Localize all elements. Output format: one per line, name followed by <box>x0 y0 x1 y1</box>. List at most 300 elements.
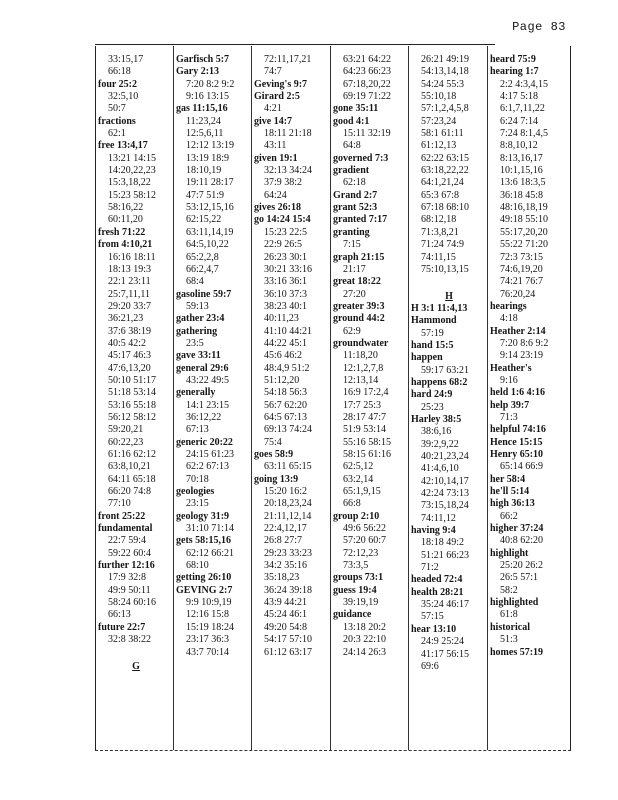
index-term: guidance <box>333 609 372 621</box>
index-page-refs: 64:23 66:23 <box>343 66 392 78</box>
index-page-refs: 49:9 50:11 <box>108 584 151 596</box>
index-page-refs: 57:23,24 <box>421 115 457 127</box>
index-page-refs: 18:10,19 <box>186 165 222 177</box>
index-page-refs: 62:5,12 <box>343 461 374 473</box>
index-page-refs: 31:10 71:14 <box>186 523 235 535</box>
index-page-refs: 20:18,23,24 <box>264 498 312 510</box>
index-page-refs: 62:15,22 <box>186 214 222 226</box>
index-page-refs: 64:1,21,24 <box>421 177 464 189</box>
index-page-refs: 71:3 <box>500 411 518 423</box>
index-term: help 39:7 <box>490 399 530 411</box>
index-term: H 3:1 11:4,13 <box>411 302 468 314</box>
index-term: gives 26:18 <box>254 202 301 214</box>
index-page-refs: 11:18,20 <box>343 350 378 362</box>
index-page-refs: 57:19 <box>421 327 444 339</box>
index-page-refs: 18:11 21:18 <box>264 128 312 140</box>
index-term: Hence 15:15 <box>490 436 543 448</box>
index-page-refs: 53:12,15,16 <box>186 202 234 214</box>
index-page-refs: 73:15,18,24 <box>421 500 469 512</box>
index-page-refs: 51:12,20 <box>264 374 300 386</box>
index-page-refs: 75:4 <box>264 436 282 448</box>
index-page-refs: 71:3,8,21 <box>421 226 459 238</box>
index-column-5 <box>411 54 487 673</box>
index-page-refs: 59:17 63:21 <box>421 364 470 376</box>
index-term: hear 13:10 <box>411 623 457 635</box>
index-page-refs: 37:9 38:2 <box>264 177 303 189</box>
index-page-refs: 21:17 <box>343 263 366 275</box>
index-term: gave 33:11 <box>176 350 221 362</box>
index-page-refs: 65:3 67:8 <box>421 189 460 201</box>
index-term: he'll 5:14 <box>490 486 530 498</box>
index-page-refs: 73:3,5 <box>343 560 369 572</box>
index-page-refs: 62:1 <box>108 128 126 140</box>
index-page-refs: 49:6 56:22 <box>343 523 387 535</box>
index-term: highlight <box>490 547 529 559</box>
index-term: Garfisch 5:7 <box>176 54 230 65</box>
index-page-refs: 68:12,18 <box>421 214 457 226</box>
index-term: give 14:7 <box>254 115 293 127</box>
index-term: four 25:2 <box>98 78 137 90</box>
index-page-refs: 7:15 <box>343 239 361 251</box>
index-page-refs: 40:21,23,24 <box>421 451 469 462</box>
index-term: good 4:1 <box>333 115 370 127</box>
index-page-refs: 36:21,23 <box>108 313 144 325</box>
index-page-refs: 44:22 45:1 <box>264 337 308 349</box>
index-page-refs: 63:2,14 <box>343 473 374 485</box>
index-page-refs: 35:18,23 <box>264 572 300 584</box>
index-page-refs: 24:9 25:24 <box>421 636 465 648</box>
index-page-refs: 68:10 <box>186 560 209 572</box>
index-page-refs: 12:5,6,11 <box>186 128 224 140</box>
index-page-refs: 57:15 <box>421 611 444 623</box>
index-page-refs: 58:2 <box>500 584 518 596</box>
index-page-refs: 36:10 37:3 <box>264 288 308 300</box>
index-term: greater 39:3 <box>333 300 385 312</box>
bottom-rule <box>95 750 571 751</box>
index-page-refs: 43:7 70:14 <box>186 646 230 658</box>
index-page-refs: 37:6 38:19 <box>108 325 152 337</box>
index-term: hearing 1:7 <box>490 66 539 78</box>
index-page-refs: 63:8,10,21 <box>108 461 151 473</box>
index-page-refs: 23:15 <box>186 498 209 510</box>
index-page-refs: 8:8,10,12 <box>500 140 538 152</box>
index-page-refs: 7:20 8:2 9:2 <box>186 78 235 90</box>
index-term: held 1:6 4:16 <box>490 387 545 399</box>
index-page-refs: 62:2 67:13 <box>186 461 230 473</box>
index-page-refs: 19:11 28:17 <box>186 177 234 189</box>
index-term: Harley 38:5 <box>411 413 462 425</box>
index-term: goes 58:9 <box>254 449 294 460</box>
index-term: GEVING 2:7 <box>176 584 233 596</box>
index-page-refs: 12:16 15:8 <box>186 609 230 621</box>
index-page-refs: 39:2,9,22 <box>421 438 459 450</box>
index-term: getting 26:10 <box>176 572 232 584</box>
index-page-refs: 74:7 <box>264 66 282 78</box>
index-spacer <box>411 276 487 288</box>
index-page-refs: 55:17,20,20 <box>500 226 548 238</box>
index-term: general 29:6 <box>176 362 229 374</box>
index-page-refs: 49:18 55:10 <box>500 214 549 226</box>
index-term: happen <box>411 352 443 364</box>
index-page-refs: 62:18 <box>343 177 366 189</box>
index-page-refs: 48:4,9 51:2 <box>264 362 310 374</box>
index-page-refs: 40:11,23 <box>264 313 299 325</box>
index-page-refs: 41:17 56:15 <box>421 648 470 660</box>
column-divider <box>330 46 331 750</box>
index-page-refs: 17:9 32:8 <box>108 572 147 584</box>
index-page-refs: 10:1,15,16 <box>500 165 543 177</box>
index-page-refs: 71:2 <box>421 562 439 574</box>
index-term: gradient <box>333 165 370 177</box>
index-page-refs: 64:11 65:18 <box>108 473 156 485</box>
index-page-refs: 27:20 <box>343 288 366 300</box>
index-page-refs: 12:13,14 <box>343 374 379 386</box>
index-term: gathering <box>176 325 218 337</box>
index-page-refs: 49:20 54:8 <box>264 621 308 633</box>
index-term: Heather's <box>490 362 532 374</box>
index-page-refs: 11:23,24 <box>186 115 221 127</box>
index-page-refs: 32:5,10 <box>108 91 139 103</box>
index-page-refs: 57:20 60:7 <box>343 535 387 547</box>
index-page-refs: 26:5 57:1 <box>500 572 539 584</box>
index-page-refs: 66:8 <box>343 498 361 510</box>
index-page-refs: 61:12,13 <box>421 140 457 152</box>
index-page-refs: 28:17 47:7 <box>343 411 387 423</box>
index-page-refs: 15:23 58:12 <box>108 189 157 201</box>
index-page-refs: 22:9 26:5 <box>264 239 303 251</box>
index-spacer <box>98 647 174 659</box>
index-page-refs: 7:24 8:1,4,5 <box>500 128 549 140</box>
index-page-refs: 77:10 <box>108 498 131 510</box>
index-page-refs: 65:2,2,8 <box>186 251 219 263</box>
index-page-refs: 15:11 32:19 <box>343 128 391 140</box>
index-term: high 36:13 <box>490 498 535 510</box>
index-term: gather 23:4 <box>176 313 225 325</box>
index-page-refs: 66:20 74:8 <box>108 486 152 498</box>
index-page-refs: 45:6 46:2 <box>264 350 303 362</box>
index-page-refs: 4:18 <box>500 313 518 325</box>
index-page-refs: 25:7,11,11 <box>108 288 151 300</box>
index-page-refs: 51:9 53:14 <box>343 424 387 436</box>
index-page-refs: 26:8 27:7 <box>264 535 303 547</box>
index-term: heard 75:9 <box>490 54 536 65</box>
index-page-refs: 15:20 16:2 <box>264 486 308 498</box>
index-page-refs: 64:8 <box>343 140 361 152</box>
index-page-refs: 66:18 <box>108 66 131 78</box>
index-page-refs: 66:2,4,7 <box>186 263 219 275</box>
index-page-refs: 23:5 <box>186 337 204 349</box>
index-term: Geving's 9:7 <box>254 78 308 90</box>
index-page-refs: 54:17 57:10 <box>264 634 313 646</box>
index-page-refs: 62:9 <box>343 325 361 337</box>
index-page-refs: 55:16 58:15 <box>343 436 392 448</box>
index-term: gone 35:11 <box>333 103 379 115</box>
index-term: geology 31:9 <box>176 510 230 522</box>
index-page-refs: 4:17 5:18 <box>500 91 539 103</box>
index-page-refs: 26:21 49:19 <box>421 54 470 65</box>
index-term: gasoline 59:7 <box>176 288 232 300</box>
index-term: hearings <box>490 300 527 312</box>
column-divider <box>487 46 488 750</box>
index-page-refs: 59:13 <box>186 300 209 312</box>
index-term: having 9:4 <box>411 525 456 537</box>
index-page-refs: 22:7 59:4 <box>108 535 147 547</box>
index-page-refs: 63:11,14,19 <box>186 226 234 238</box>
index-page-refs: 65:14 66:9 <box>500 461 544 473</box>
index-term: from 4:10,21 <box>98 239 153 251</box>
index-page-refs: 45:17 46:3 <box>108 350 152 362</box>
index-page-refs: 34:2 35:16 <box>264 560 308 572</box>
index-page-refs: 2:2 4:3,4,15 <box>500 78 549 90</box>
index-term: further 12:16 <box>98 560 155 572</box>
index-page-refs: 15:23 22:5 <box>264 226 308 238</box>
index-page-refs: 64:24 <box>264 189 287 201</box>
index-page-refs: 65:1,9,15 <box>343 486 381 498</box>
index-page-refs: 56:12 58:12 <box>108 411 157 423</box>
index-page-refs: 22:1 23:11 <box>108 276 151 288</box>
index-page-refs: 54:13,14,18 <box>421 66 469 78</box>
index-page-refs: 18:13 19:3 <box>108 263 152 275</box>
index-page-refs: 14:20,22,23 <box>108 165 156 177</box>
index-term: Gary 2:13 <box>176 66 220 78</box>
index-term: health 28:21 <box>411 586 464 598</box>
index-page-refs: 63:11 65:15 <box>264 461 312 473</box>
index-page-refs: 72:12,23 <box>343 547 379 559</box>
index-term: going 13:9 <box>254 473 299 485</box>
index-term: happens 68:2 <box>411 376 468 388</box>
index-page-refs: 12:12 13:19 <box>186 140 235 152</box>
index-term: headed 72:4 <box>411 574 463 586</box>
index-term: hand 15:5 <box>411 339 454 351</box>
index-term: given 19:1 <box>254 152 298 164</box>
index-term: governed 7:3 <box>333 152 389 164</box>
index-page-refs: 35:24 46:17 <box>421 599 470 611</box>
index-page-refs: 67:18,20,22 <box>343 78 391 90</box>
index-page-refs: 61:8 <box>500 609 518 621</box>
index-term: free 13:4,17 <box>98 140 148 152</box>
index-term: grant 52:3 <box>333 202 378 214</box>
index-page-refs: 74:6,19,20 <box>500 263 543 275</box>
index-term: Henry 65:10 <box>490 449 544 460</box>
index-page-refs: 62:22 63:15 <box>421 152 470 164</box>
index-term: gas 11:15,16 <box>176 103 228 115</box>
index-page-refs: 15:3,18,22 <box>108 177 151 189</box>
index-section-letter: H <box>445 290 453 302</box>
index-page-refs: 40:8 62:20 <box>500 535 544 547</box>
index-page-refs: 58:16,22 <box>108 202 144 214</box>
index-page-refs: 58:1 61:11 <box>421 128 464 140</box>
index-page-refs: 69:19 71:22 <box>343 91 392 103</box>
index-page-refs: 13:6 18:3,5 <box>500 177 546 189</box>
index-term: hard 24:9 <box>411 389 453 401</box>
index-page-refs: 72:3 73:15 <box>500 251 544 263</box>
index-page-refs: 14:1 23:15 <box>186 399 230 411</box>
index-page-refs: 38:23 40:1 <box>264 300 308 312</box>
index-column-1 <box>98 54 174 673</box>
index-term: great 18:22 <box>333 276 381 288</box>
index-page-refs: 66:13 <box>108 609 131 621</box>
index-page-refs: 48:16,18,19 <box>500 202 548 214</box>
index-page-refs: 69:13 74:24 <box>264 424 313 436</box>
top-rule <box>95 44 495 45</box>
index-page-refs: 61:12 63:17 <box>264 646 313 658</box>
index-page-refs: 9:16 <box>500 374 518 386</box>
index-page-refs: 29:23 33:23 <box>264 547 313 559</box>
index-page-refs: 40:5 42:2 <box>108 337 147 349</box>
index-page-refs: 9:14 23:19 <box>500 350 544 362</box>
index-term: gets 58:15,16 <box>176 535 231 547</box>
index-page-refs: 57:1,2,4,5,8 <box>421 103 469 115</box>
index-page-refs: 42:24 73:13 <box>421 488 470 500</box>
index-page-refs: 13:18 20:2 <box>343 621 387 633</box>
index-page-refs: 53:16 55:18 <box>108 399 157 411</box>
index-term: future 22:7 <box>98 621 146 633</box>
index-term: generally <box>176 387 216 399</box>
index-page-refs: 29:20 33:7 <box>108 300 152 312</box>
index-column-6 <box>490 54 566 659</box>
index-page-refs: 74:11,15 <box>421 251 456 263</box>
index-page-refs: 54:24 55:3 <box>421 78 465 90</box>
index-page-refs: 67:18 68:10 <box>421 202 470 214</box>
index-term: granting <box>333 226 370 238</box>
index-term: higher 37:24 <box>490 523 544 535</box>
index-page-refs: 70:18 <box>186 473 209 485</box>
index-page-refs: 72:11,17,21 <box>264 54 312 65</box>
index-page-refs: 25:20 26:2 <box>500 560 544 572</box>
index-term: Heather 2:14 <box>490 325 546 337</box>
index-term: fresh 71:22 <box>98 226 146 238</box>
index-term: Girard 2:5 <box>254 91 300 103</box>
index-term: front 25:22 <box>98 510 146 522</box>
index-page-refs: 8:13,16,17 <box>500 152 543 164</box>
index-page-refs: 16:16 18:11 <box>108 251 156 263</box>
index-page-refs: 13:21 14:15 <box>108 152 157 164</box>
index-page-refs: 24:14 26:3 <box>343 646 387 658</box>
index-column-4 <box>333 54 409 659</box>
index-term: homes 57:19 <box>490 646 544 658</box>
index-term: historical <box>490 621 530 633</box>
index-page-refs: 43:11 <box>264 140 287 152</box>
index-page-refs: 26:23 30:1 <box>264 251 308 263</box>
index-page-refs: 22:4,12,17 <box>264 523 307 535</box>
index-page-refs: 67:13 <box>186 424 209 436</box>
index-page-refs: 12:1,2,7,8 <box>343 362 384 374</box>
index-page-refs: 55:10,18 <box>421 91 457 103</box>
index-page-refs: 63:21 64:22 <box>343 54 392 65</box>
index-column-2 <box>176 54 252 659</box>
index-page-refs: 17:7 25:3 <box>343 399 382 411</box>
index-page-refs: 33:15,17 <box>108 54 144 65</box>
index-page-refs: 9:16 13:15 <box>186 91 230 103</box>
index-page-refs: 4:21 <box>264 103 282 115</box>
index-term: geologies <box>176 486 215 498</box>
index-page-refs: 43:9 44:21 <box>264 597 308 609</box>
page-number: Page 83 <box>512 20 566 34</box>
index-page-refs: 66:2 <box>500 510 518 522</box>
index-page-refs: 59:22 60:4 <box>108 547 152 559</box>
index-page-refs: 61:16 62:12 <box>108 449 157 460</box>
index-page-refs: 18:18 49:2 <box>421 537 465 549</box>
index-column-3 <box>254 54 330 659</box>
index-page-refs: 51:3 <box>500 634 518 646</box>
index-term: groups 73:1 <box>333 572 384 584</box>
index-page-refs: 47:6,13,20 <box>108 362 151 374</box>
index-page-refs: 59:20,21 <box>108 424 144 436</box>
index-term: Grand 2:7 <box>333 189 378 201</box>
index-term: graph 21:15 <box>333 251 385 263</box>
index-page-refs: 41:10 44:21 <box>264 325 313 337</box>
index-page-refs: 51:21 66:23 <box>421 549 470 561</box>
index-term: groundwater <box>333 337 389 349</box>
index-page-refs: 20:3 22:10 <box>343 634 387 646</box>
index-page-refs: 64:5 67:13 <box>264 411 308 423</box>
index-page-refs: 56:7 62:20 <box>264 399 308 411</box>
index-page-refs: 47:7 51:9 <box>186 189 225 201</box>
index-page-refs: 54:18 56:3 <box>264 387 308 399</box>
index-page-refs: 6:24 7:14 <box>500 115 539 127</box>
index-page-refs: 60:11,20 <box>108 214 143 226</box>
index-page-refs: 30:21 33:16 <box>264 263 313 275</box>
index-term: fundamental <box>98 523 153 535</box>
index-page-refs: 62:12 66:21 <box>186 547 235 559</box>
index-page-refs: 25:23 <box>421 401 444 413</box>
index-page-refs: 71:24 74:9 <box>421 239 465 251</box>
index-page-refs: 13:19 18:9 <box>186 152 230 164</box>
index-term: granted 7:17 <box>333 214 388 226</box>
index-page-refs: 39:19,19 <box>343 597 379 609</box>
index-term: Hammond <box>411 315 457 327</box>
index-page-refs: 50:10 51:17 <box>108 374 157 386</box>
index-page-refs: 9:9 10:9,19 <box>186 597 232 609</box>
index-page-refs: 6:1,7,11,22 <box>500 103 545 115</box>
index-term: guess 19:4 <box>333 584 377 596</box>
index-page-refs: 60:22,23 <box>108 436 144 448</box>
index-section-letter: G <box>132 660 140 672</box>
index-page-refs: 36:18 45:8 <box>500 189 544 201</box>
index-page-refs: 23:17 36:3 <box>186 634 230 646</box>
index-page-refs: 41:4,6,10 <box>421 463 459 475</box>
index-page-refs: 75:10,13,15 <box>421 263 469 275</box>
index-page-refs: 43:22 49:5 <box>186 374 230 386</box>
index-page-refs: 32:13 34:24 <box>264 165 313 177</box>
index-term: her 58:4 <box>490 473 526 485</box>
index-page-refs: 38:6,16 <box>421 426 452 438</box>
index-page-refs: 16:9 17:2,4 <box>343 387 389 399</box>
index-page-refs: 68:4 <box>186 276 204 288</box>
index-page-refs: 42:10,14,17 <box>421 475 469 487</box>
index-page-refs: 64:5,10,22 <box>186 239 229 251</box>
index-page-refs: 36:12,22 <box>186 411 222 423</box>
index-page-refs: 50:7 <box>108 103 126 115</box>
index-page-refs: 58:24 60:16 <box>108 597 157 609</box>
index-term: helpful 74:16 <box>490 424 546 436</box>
index-term: generic 20:22 <box>176 436 233 448</box>
index-page-refs: 51:18 53:14 <box>108 387 157 399</box>
index-page-refs: 33:16 36:1 <box>264 276 308 288</box>
index-page-refs: 58:15 61:16 <box>343 449 392 460</box>
index-page-refs: 21:11,12,14 <box>264 510 312 522</box>
index-page-refs: 32:8 38:22 <box>108 634 152 646</box>
index-term: go 14:24 15:4 <box>254 214 311 226</box>
index-page-refs: 55:22 71:20 <box>500 239 549 251</box>
index-page-refs: 76:20,24 <box>500 288 536 300</box>
index-term: group 2:10 <box>333 510 380 522</box>
index-page-refs: 74:21 76:7 <box>500 276 544 288</box>
index-term: ground 44:2 <box>333 313 385 325</box>
index-term: fractions <box>98 115 136 127</box>
index-term: highlighted <box>490 597 539 609</box>
index-page-refs: 69:6 <box>421 660 439 672</box>
